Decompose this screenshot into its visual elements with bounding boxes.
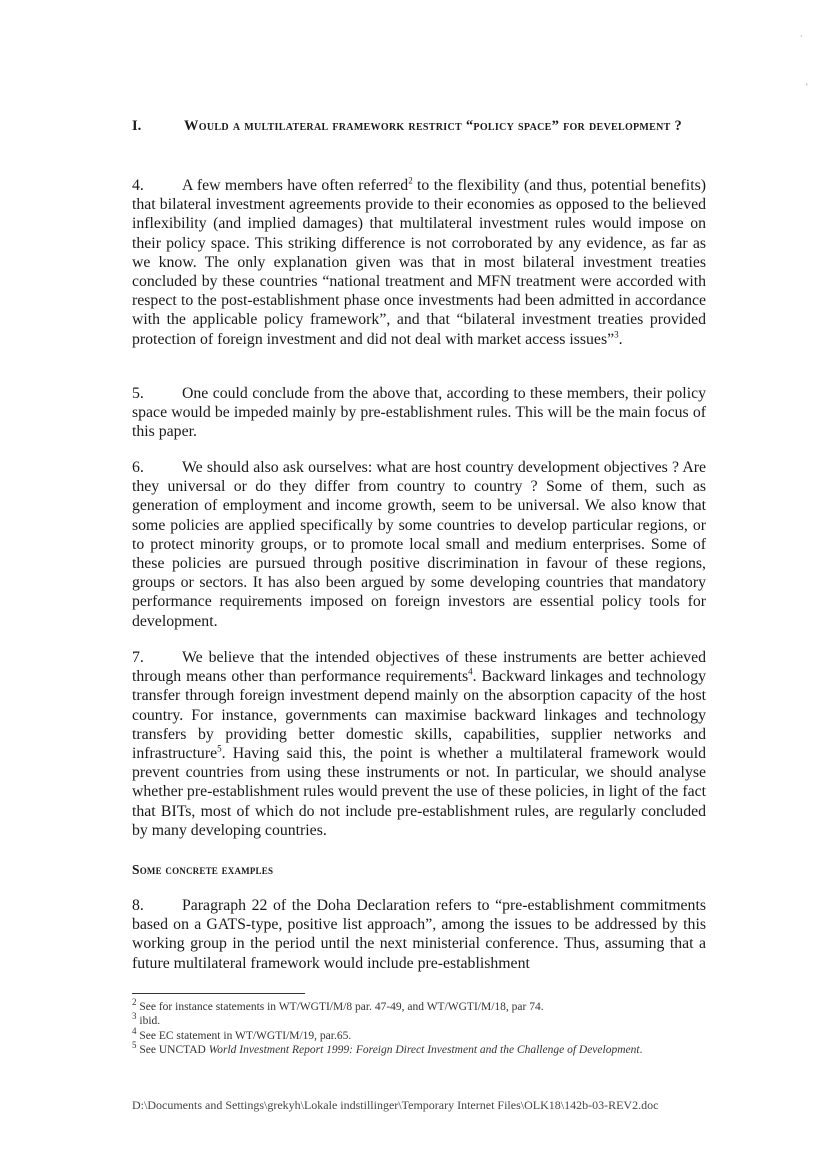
footnote-divider (132, 993, 305, 994)
footnote-mark: 3 (132, 1011, 137, 1022)
paragraph-8 (132, 896, 706, 973)
footnotes (132, 997, 712, 1057)
footnote-mark: 5 (132, 1040, 137, 1051)
footnote-ref: 4 (468, 666, 473, 677)
footnote (132, 1040, 712, 1057)
paragraph-number: 8. (132, 897, 144, 914)
paragraph-text: . (618, 330, 623, 348)
file-path-footer: D:\Documents and Settings\grekyh\Lokale indstillinger\Temporary Internet Files\OLK18\142b-03-REV2.doc (132, 1098, 659, 1112)
footnote-mark: 4 (132, 1025, 137, 1036)
section-title: Would a multilateral framework restrict “policy space” for development ? (184, 118, 683, 134)
footnote-ref: 5 (217, 743, 222, 754)
scan-mark: ` (800, 34, 803, 44)
paragraph-number: 5. (132, 385, 144, 402)
footnote (132, 1025, 712, 1043)
footnote-text: . (639, 1043, 643, 1056)
section-number: I. (132, 118, 142, 134)
footnote-text: See UNCTAD (139, 1043, 209, 1056)
paragraph-text: We believe that the intended objectives of these instruments are better achieved through means other than performance requirements (132, 649, 706, 686)
paragraph-text: . Having said this, the point is whether a multilateral framework would prevent countries from using these instruments or not. In particular, we should analyse whether pre-establishment rules would prevent the use of these policies, in light of the fact that BITs, most of which do not include pre-establishment rules, are regularly concluded by many developing countries. (132, 745, 706, 839)
paragraph-4 (132, 176, 706, 349)
paragraph-text: . Backward linkages and technology transfer through foreign investment depend mainly on the absorption capacity of the host country. For instance, governments can maximise backward linkages and technology transfers by providing better domestic skills, capabilities, supplier networks and infrastructure (132, 668, 707, 763)
paragraph-7 (132, 648, 706, 840)
paragraph-6 (132, 458, 706, 631)
paragraph-text: One could conclude from the above that, according to these members, their policy space would be impeded mainly by pre-establishment rules. This will be the main focus of this paper. (132, 385, 706, 441)
footnote-ref: 3 (614, 329, 619, 340)
footnote-ref: 2 (408, 175, 413, 186)
footnote-title: World Investment Report 1999: Foreign Direct Investment and the Challenge of Development (208, 1043, 640, 1056)
section-heading (132, 116, 712, 136)
paragraph-number: 6. (132, 459, 144, 476)
footnote-text: ibid. (139, 1015, 161, 1028)
paragraph-number: 4. (132, 177, 144, 194)
paragraph-text: We should also ask ourselves: what are host country development objectives ? Are they universal or do they differ from country to country ? Some of them, such as generation of employment and income growth, seem to be universal. We also know that some policies are applied specifically by some countries to develop particular regions, or to protect minority groups, or to promote local small and medium enterprises. Some of these policies are pursued through positive discrimination in favour of these regions, groups or sectors. It has also been argued by some developing countries that mandatory performance requirements imposed on foreign investors are essential policy tools for development. (132, 459, 706, 630)
footnote-text: See for instance statements in WT/WGTI/M/8 par. 47-49, and WT/WGTI/M/18, par 74. (139, 1001, 544, 1013)
footnote (132, 997, 712, 1014)
footnote-text: See EC statement in WT/WGTI/M/19, par.65. (139, 1029, 352, 1042)
paragraph-text: to the flexibility (and thus, potential benefits) that bilateral investment agreements provide to their economies as opposed to the believed inflexibility (and implied damages) that multilateral investment rules would impose on their policy space. This striking difference is not corroborated by any evidence, as far as we know. The only explanation given was that in most bilateral investment treaties concluded by these countries “national treatment and MFN treatment were accorded with respect to the post-establishment phase once investments had been admitted in accordance with the applicable policy framework”, and that “bilateral investment treaties provided protection of foreign investment and did not deal with market access issues” (132, 177, 706, 348)
subheading: Some concrete examples (132, 862, 274, 877)
paragraph-number: 7. (132, 649, 144, 666)
footnote (132, 1011, 712, 1028)
footnote-mark: 2 (132, 997, 137, 1008)
paragraph-text: Paragraph 22 of the Doha Declaration refers to “pre-establishment commitments based on a GATS-type, positive list approach”, among the issues to be addressed by this working group in the period until the next ministerial conference. Thus, assuming that a future multilateral framework would include pre-establishment (132, 897, 706, 972)
paragraph-5 (132, 384, 706, 442)
paragraph-text: A few members have often referred (182, 177, 409, 194)
scan-mark: ' (806, 82, 808, 92)
